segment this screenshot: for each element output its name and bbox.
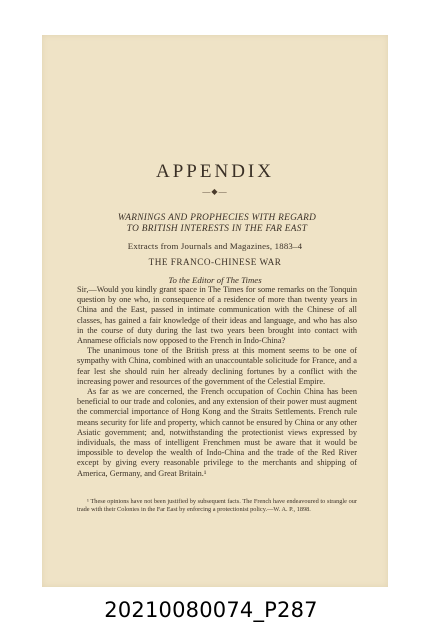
subtitle-line-1: WARNINGS AND PROPHECIES WITH REGARD bbox=[117, 213, 317, 223]
subtitle-line-2: TO BRITISH INTERESTS IN THE FAR EAST bbox=[126, 224, 308, 234]
body-paragraph: The unanimous tone of the British press at this moment seems to be one of sympathy with China, combined with an unaccountable solicitude for France, and a fear lest she should ruin her already declining fortunes by a conflict with the increasing power and resources of the government of the Celestial Empire. bbox=[77, 346, 357, 386]
appendix-heading: APPENDIX bbox=[156, 161, 274, 182]
footnote bbox=[77, 498, 357, 514]
footnote-text: ¹ These opinions have not been justified by subsequent facts. The French have endeavoured to strangle our trade with their Colonies in the Far East by enforcing a protectionist policy.—W. A. P., 1898. bbox=[77, 498, 357, 513]
extracts-line: Extracts from Journals and Magazines, 1883–4 bbox=[127, 241, 303, 251]
section-title: THE FRANCO-CHINESE WAR bbox=[148, 257, 282, 267]
body-text bbox=[77, 285, 357, 479]
body-paragraph: Sir,—Would you kindly grant space in The Times for some remarks on the Tonquin question by one who, in consequence of a residence of more than twenty years in China and the East, passed in intimate communication with the Chinese of all classes, has gained a fair knowledge of their ideas and language, and who has also in the course of duty during the last two years been brought into contact with Annamese officials now opposed to the French in Indo-China? bbox=[77, 285, 357, 346]
book-page bbox=[42, 35, 388, 587]
body-paragraph: As far as we are concerned, the French occupation of Cochin China has been beneficial to our trade and colonies, and any extension of their power must augment the commercial importance of Hong Kong and the Straits Settlements. French rule means security for life and property, which cannot be ensured by China or any other Asiatic government; and, notwithstanding the protectionist views expressed by individuals, the mass of intelligent Frenchmen must be aware that it would be impossible to develop the wealth of Indo-China and the trade of the Red River except by giving every reasonable privilege to the merchants and shipping of America, Germany, and Great Britain.¹ bbox=[77, 387, 357, 478]
editor-line: To the Editor of The Times bbox=[168, 275, 262, 285]
image-label: 20210080074_P287 bbox=[104, 598, 318, 622]
ornament-divider: —◆— bbox=[202, 187, 228, 196]
